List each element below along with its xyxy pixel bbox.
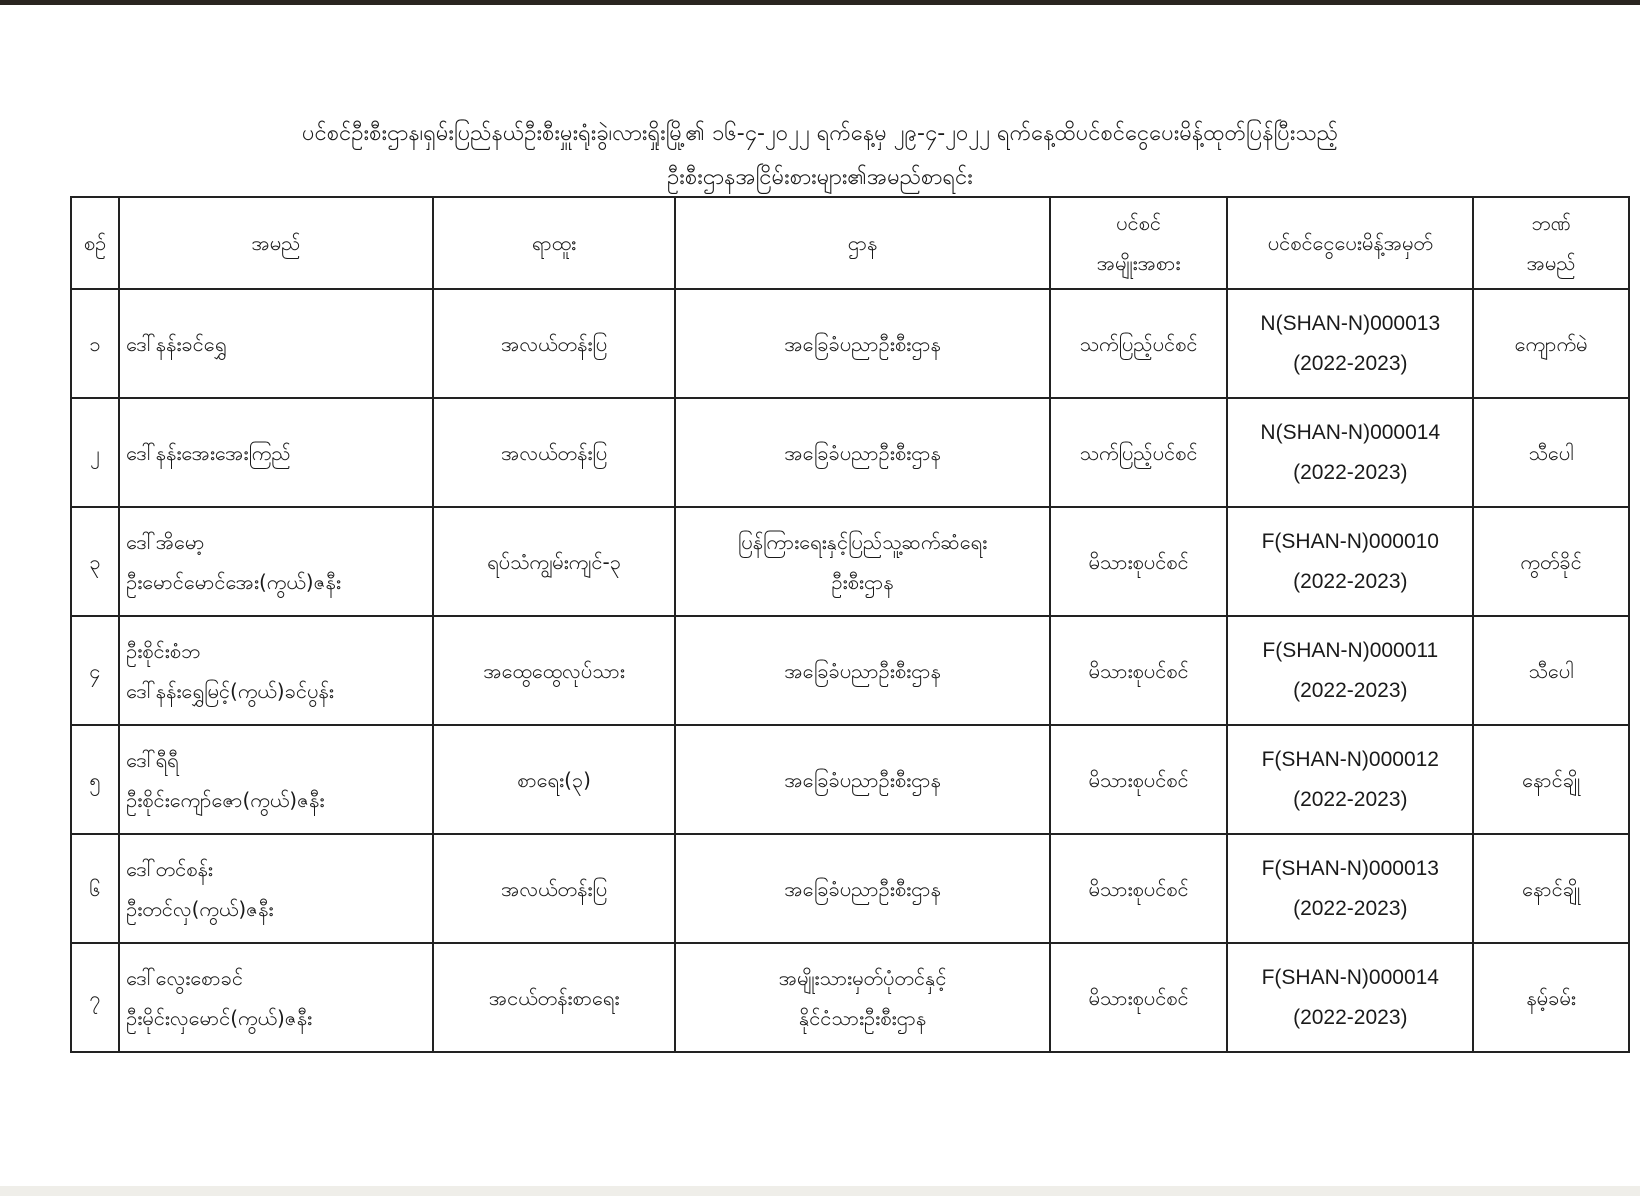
name-line2: ဦးမောင်မောင်အေး(ကွယ်)ဇနီး xyxy=(126,569,341,594)
department-line1: အခြေခံပညာဦးစီးဌာန xyxy=(784,440,941,465)
cell-treasury: နောင်ချို xyxy=(1473,725,1629,834)
table-row xyxy=(71,398,1629,507)
header-treasury xyxy=(1473,197,1629,289)
cell-treasury: နမ့်ခမ်း xyxy=(1473,943,1629,1052)
cell-name xyxy=(119,398,433,507)
order-no-line2: (2022-2023) xyxy=(1293,460,1408,484)
name-line1: ဒေါ်အိမော့ xyxy=(126,529,205,554)
header-pension-type-line2: အမျိုးအစား xyxy=(1096,251,1181,275)
department-line1: အခြေခံပညာဦးစီးဌာန xyxy=(784,331,941,356)
name-line1: ဒေါ်နန်းအေးအေးကြည် xyxy=(126,440,291,465)
table-row xyxy=(71,289,1629,398)
cell-no: ၆ xyxy=(71,834,119,943)
header-treasury-line1: ဘဏ် xyxy=(1531,211,1571,235)
cell-name xyxy=(119,943,433,1052)
order-no-line2: (2022-2023) xyxy=(1293,787,1408,811)
cell-department xyxy=(675,289,1049,398)
cell-rank: အလယ်တန်းပြ xyxy=(433,289,676,398)
name-line1: ဒေါ်နန်းခင်ရွှေ xyxy=(126,331,227,356)
cell-no: ၄ xyxy=(71,616,119,725)
header-order-no: ပင်စင်ငွေပေးမိန့်အမှတ် xyxy=(1227,197,1473,289)
cell-department xyxy=(675,943,1049,1052)
department-line1: ပြန်ကြားရေးနှင့်ပြည်သူ့ဆက်ဆံရေး xyxy=(737,529,988,554)
cell-treasury: နောင်ချို xyxy=(1473,834,1629,943)
cell-rank: အလယ်တန်းပြ xyxy=(433,398,676,507)
cell-no: ၅ xyxy=(71,725,119,834)
cell-order-no xyxy=(1227,725,1473,834)
cell-rank: စာရေး(၃) xyxy=(433,725,676,834)
order-no-line1: N(SHAN-N)000014 xyxy=(1260,420,1441,444)
cell-no: ၃ xyxy=(71,507,119,616)
order-no-line1: F(SHAN-N)000014 xyxy=(1261,965,1439,989)
department-line1: အခြေခံပညာဦးစီးဌာန xyxy=(784,876,941,901)
header-row xyxy=(71,197,1629,289)
cell-no: ၂ xyxy=(71,398,119,507)
cell-department xyxy=(675,725,1049,834)
header-pension-type xyxy=(1050,197,1228,289)
header-no: စဉ် xyxy=(71,197,119,289)
cell-order-no xyxy=(1227,943,1473,1052)
department-line1: အခြေခံပညာဦးစီးဌာန xyxy=(784,658,941,683)
cell-department xyxy=(675,834,1049,943)
photo-top-edge xyxy=(0,0,1640,5)
cell-department xyxy=(675,616,1049,725)
order-no-line1: F(SHAN-N)000010 xyxy=(1261,529,1439,553)
order-no-line1: F(SHAN-N)000011 xyxy=(1262,638,1439,662)
name-line1: ဒေါ်တင်စန်း xyxy=(126,856,213,881)
cell-pension-type: သက်ပြည့်ပင်စင် xyxy=(1050,289,1228,398)
cell-treasury: သီပေါ xyxy=(1473,616,1629,725)
cell-no: ၇ xyxy=(71,943,119,1052)
order-no-line2: (2022-2023) xyxy=(1293,896,1408,920)
cell-no: ၁ xyxy=(71,289,119,398)
cell-pension-type: မိသားစုပင်စင် xyxy=(1050,834,1228,943)
cell-rank: အလယ်တန်းပြ xyxy=(433,834,676,943)
table-row xyxy=(71,834,1629,943)
cell-name xyxy=(119,725,433,834)
table-row xyxy=(71,725,1629,834)
cell-pension-type: မိသားစုပင်စင် xyxy=(1050,943,1228,1052)
table-row xyxy=(71,616,1629,725)
cell-order-no xyxy=(1227,616,1473,725)
cell-rank: ရပ်သံကျွမ်းကျင်-၃ xyxy=(433,507,676,616)
name-line1: ဒေါ်လွေးစောခင် xyxy=(126,965,243,990)
title-line-2: ဦးစီးဌာနအငြိမ်းစားများ၏အမည်စာရင်း xyxy=(667,165,973,190)
order-no-line2: (2022-2023) xyxy=(1293,569,1408,593)
department-line1: အမျိုးသားမှတ်ပုံတင်နှင့် xyxy=(778,965,947,990)
cell-department xyxy=(675,398,1049,507)
name-line2: ဒေါ်နန်းရွှေမြင့်(ကွယ်)ခင်ပွန်း xyxy=(126,678,334,703)
photo-bottom-edge xyxy=(0,1186,1640,1196)
table-row xyxy=(71,943,1629,1052)
name-line2: ဦးစိုင်းကျော်ဇော(ကွယ်)ဇနီး xyxy=(126,787,325,812)
pensioner-table xyxy=(70,196,1630,1053)
header-treasury-line2: အမည် xyxy=(1526,251,1576,275)
name-line1: ဒေါ်ရီရီ xyxy=(126,747,179,772)
cell-rank: အငယ်တန်းစာရေး xyxy=(433,943,676,1052)
cell-order-no xyxy=(1227,507,1473,616)
cell-rank: အထွေထွေလုပ်သား xyxy=(433,616,676,725)
header-pension-type-line1: ပင်စင် xyxy=(1116,211,1161,235)
name-line2: ဦးမိုင်းလှမောင်(ကွယ်)ဇနီး xyxy=(126,1005,313,1030)
name-line2: ဦးတင်လှ(ကွယ်)ဇနီး xyxy=(126,896,274,921)
header-rank: ရာထူး xyxy=(433,197,676,289)
name-line1: ဦးစိုင်းစံဘ xyxy=(126,638,201,663)
order-no-line1: F(SHAN-N)000012 xyxy=(1261,747,1439,771)
cell-name xyxy=(119,289,433,398)
cell-treasury: ကွတ်ခိုင် xyxy=(1473,507,1629,616)
order-no-line1: N(SHAN-N)000013 xyxy=(1260,311,1441,335)
order-no-line2: (2022-2023) xyxy=(1293,351,1408,375)
cell-pension-type: မိသားစုပင်စင် xyxy=(1050,725,1228,834)
cell-department xyxy=(675,507,1049,616)
title-line-1: ပင်စင်ဦးစီးဌာန၊ရှမ်းပြည်နယ်ဦးစီးမှူးရုံးခွဲ၊လားရှိုးမြို့၏ ၁၆-၄-၂၀၂၂ ရက်နေ့မှ ၂၉-၄-၂၀၂၂ ရက်နေ့ထိပင်စင်ငွေပေးမိန့်ထုတ်ပြန်ပြီးသည့် xyxy=(302,121,1338,146)
header-name: အမည် xyxy=(119,197,433,289)
department-line1: အခြေခံပညာဦးစီးဌာန xyxy=(784,767,941,792)
cell-order-no xyxy=(1227,289,1473,398)
cell-name xyxy=(119,616,433,725)
cell-pension-type: မိသားစုပင်စင် xyxy=(1050,616,1228,725)
cell-name xyxy=(119,834,433,943)
cell-treasury: သီပေါ xyxy=(1473,398,1629,507)
order-no-line2: (2022-2023) xyxy=(1293,1005,1408,1029)
cell-pension-type: မိသားစုပင်စင် xyxy=(1050,507,1228,616)
department-line2: ဦးစီးဌာန xyxy=(831,569,894,594)
cell-order-no xyxy=(1227,834,1473,943)
cell-treasury: ကျောက်မဲ xyxy=(1473,289,1629,398)
cell-pension-type: သက်ပြည့်ပင်စင် xyxy=(1050,398,1228,507)
table-row xyxy=(71,507,1629,616)
cell-name xyxy=(119,507,433,616)
department-line2: နိုင်ငံသားဦးစီးဌာန xyxy=(798,1005,927,1030)
order-no-line1: F(SHAN-N)000013 xyxy=(1261,856,1439,880)
header-department: ဌာန xyxy=(675,197,1049,289)
order-no-line2: (2022-2023) xyxy=(1293,678,1408,702)
cell-order-no xyxy=(1227,398,1473,507)
document-title xyxy=(60,112,1580,200)
